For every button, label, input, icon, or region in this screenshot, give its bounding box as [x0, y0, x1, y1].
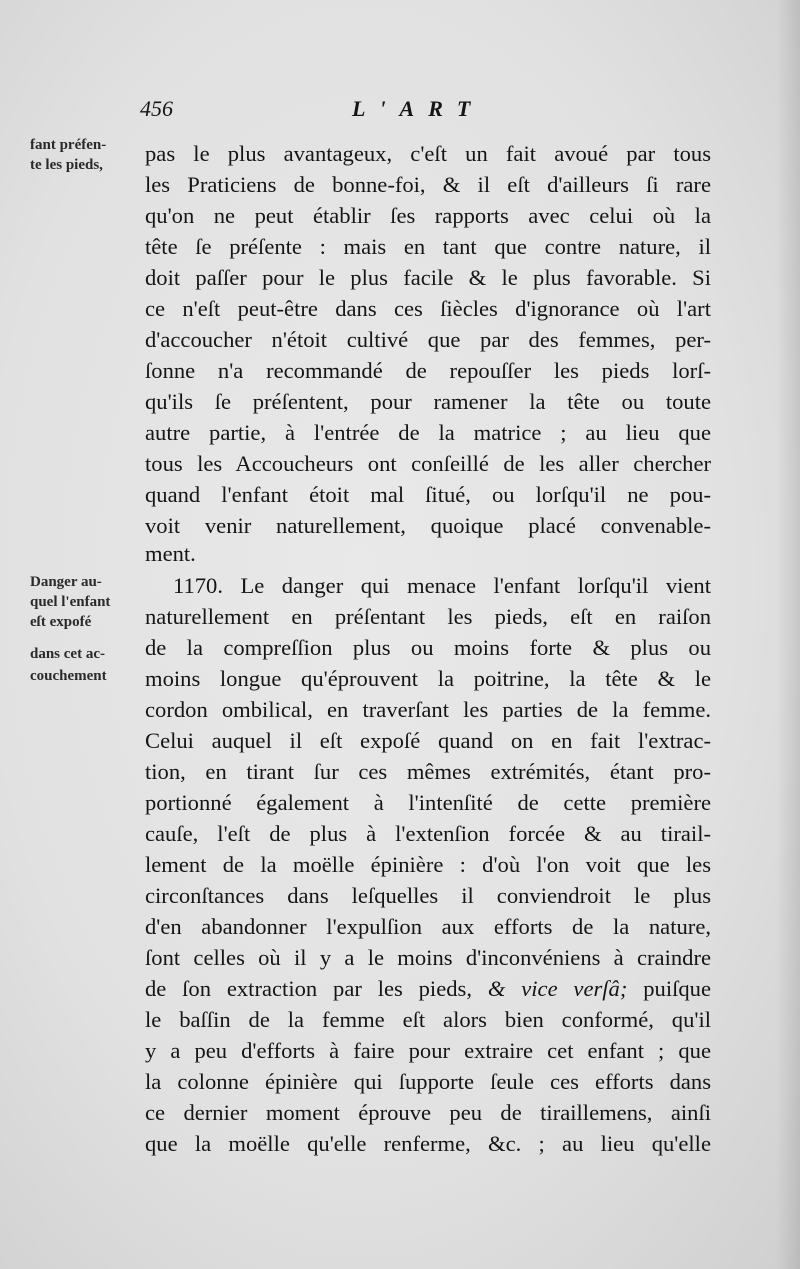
margin-note: quel l'enfant [30, 594, 111, 610]
text-line: ce n'eſt peut-être dans ces ſiècles d'ignorance où l'art [145, 296, 711, 321]
text-line: voit venir naturellement, quoique placé convenable- [145, 513, 711, 538]
text-segment: de ſon extraction par les pieds, [145, 976, 472, 1001]
text-line: pas le plus avantageux, c'eſt un fait avoué par tous [145, 141, 711, 166]
text-line: le baſſin de la femme eſt alors bien conformé, qu'il [145, 1007, 711, 1032]
text-line: ce dernier moment éprouve peu de tiraillemens, ainſi [145, 1100, 711, 1125]
text-line: ment. [145, 541, 196, 566]
running-title: L'ART [352, 96, 485, 121]
text-line: ſont celles où il y a le moins d'inconvéniens à craindre [145, 945, 711, 970]
text-line: que la moëlle qu'elle renferme, &c. ; au lieu qu'elle [145, 1131, 711, 1156]
text-line: quand l'enfant étoit mal ſitué, ou lorſqu'il ne pou- [145, 482, 711, 507]
text-segment: puiſque [643, 976, 712, 1001]
text-line: ſonne n'a recommandé de repouſſer les pieds lorſ- [145, 358, 711, 383]
text-line: doit paſſer pour le plus facile & le plus favorable. Si [145, 265, 711, 290]
text-line: portionné également à l'intenſité de cette première [145, 790, 711, 815]
text-line: tion, en tirant ſur ces mêmes extrémités, étant pro- [145, 759, 711, 784]
text-line-mixed [145, 973, 711, 1004]
page-edge-shadow [776, 0, 800, 1269]
page-header [140, 96, 720, 126]
text-line: qu'on ne peut établir ſes rapports avec celui où la [145, 203, 711, 228]
paragraph-start-1170: 1170. Le danger qui menace l'enfant lorſqu'il vient [173, 573, 711, 598]
text-line: autre partie, à l'entrée de la matrice ; au lieu que [145, 420, 711, 445]
margin-note: couchement [30, 668, 107, 684]
margin-note: te les pieds, [30, 157, 103, 173]
margin-note: eſt expofé [30, 614, 92, 630]
page-number: 456 [140, 96, 173, 121]
text-line: circonſtances dans leſquelles il conviendroit le plus [145, 883, 711, 908]
text-line: y a peu d'efforts à faire pour extraire cet enfant ; que [145, 1038, 711, 1063]
text-line: les Praticiens de bonne-foi, & il eſt d'ailleurs ſi rare [145, 172, 711, 197]
italic-phrase: & vice verſâ; [487, 976, 628, 1001]
text-line: d'en abandonner l'expulſion aux efforts de la nature, [145, 914, 711, 939]
text-line: tête ſe préſente : mais en tant que contre nature, il [145, 234, 711, 259]
text-line: naturellement en préſentant les pieds, eſt en raiſon [145, 604, 711, 629]
text-line: la colonne épinière qui ſupporte ſeule ces efforts dans [145, 1069, 711, 1094]
text-line: d'accoucher n'étoit cultivé que par des femmes, per- [145, 327, 711, 352]
text-line: moins longue qu'éprouvent la poitrine, la tête & le [145, 666, 711, 691]
margin-note: Danger au- [30, 574, 102, 590]
text-line: lement de la moëlle épinière : d'où l'on voit que les [145, 852, 711, 877]
margin-note: fant préfen- [30, 137, 107, 153]
text-line: Celui auquel il eſt expoſé quand on en fait l'extrac- [145, 728, 711, 753]
text-line: cordon ombilical, en traverſant les parties de la femme. [145, 697, 711, 722]
text-line: de la compreſſion plus ou moins forte & plus ou [145, 635, 711, 660]
text-line: qu'ils ſe préſentent, pour ramener la tête ou toute [145, 389, 711, 414]
text-line: cauſe, l'eſt de plus à l'extenſion forcée & au tirail- [145, 821, 711, 846]
margin-note: dans cet ac- [30, 646, 105, 662]
text-line: tous les Accoucheurs ont conſeillé de les aller chercher [145, 451, 711, 476]
